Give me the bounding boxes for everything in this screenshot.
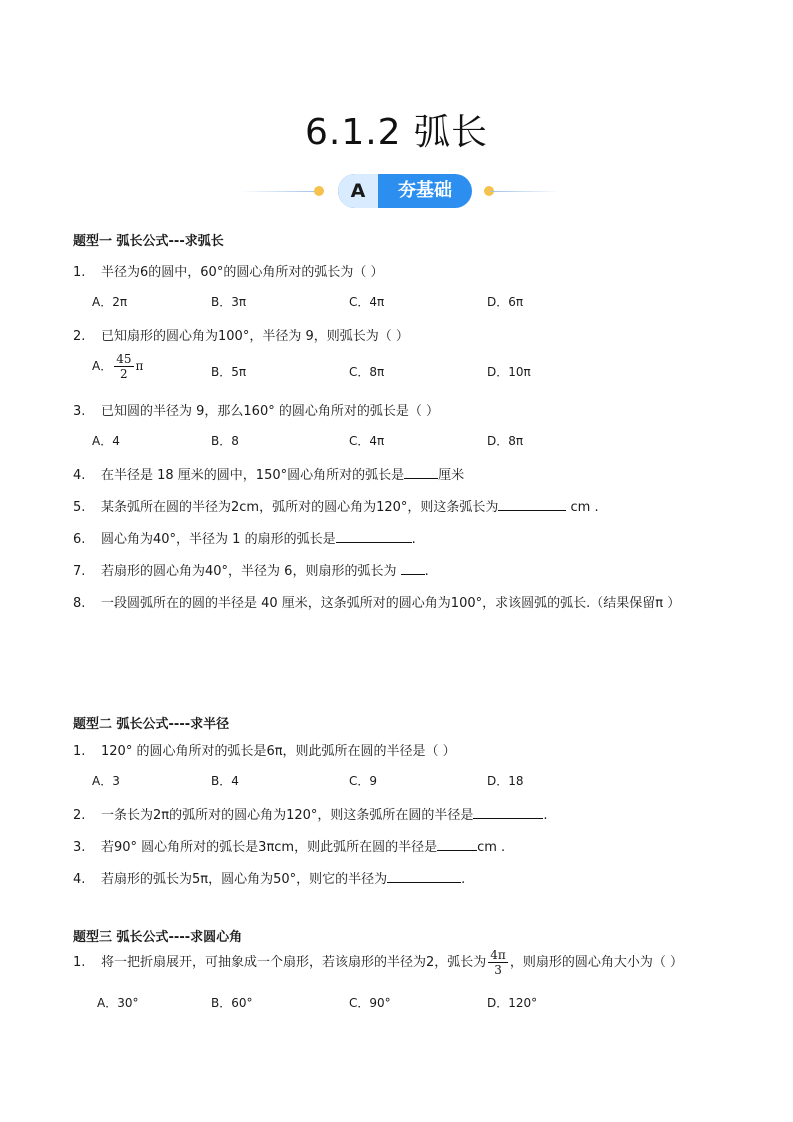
question-2-1	[73, 740, 456, 759]
answer-blank[interactable]	[404, 466, 438, 479]
question-text-end: 厘米	[438, 468, 465, 483]
option-d: D．10π	[487, 365, 531, 379]
question-1-2	[73, 325, 409, 344]
option-a-suffix: π	[135, 359, 144, 373]
option-b: B．8	[211, 434, 239, 448]
question-text: 若扇形的圆心角为40°，半径为 6，则扇形的弧长为	[101, 564, 401, 579]
fraction-denominator: 2	[120, 367, 128, 381]
question-text-end: cm .	[566, 500, 599, 515]
question-1-8	[73, 592, 680, 611]
question-number: 6.	[73, 532, 86, 547]
question-number: 2.	[73, 808, 86, 823]
question-number: 8.	[73, 596, 86, 611]
question-text: 将一把折扇展开，可抽象成一个扇形，若该扇形的半径为2，弧长为	[101, 955, 487, 970]
question-text-end: .	[411, 532, 416, 547]
option-a: A．4	[92, 434, 120, 448]
answer-blank[interactable]	[387, 870, 461, 883]
fraction-denominator: 3	[494, 963, 502, 977]
option-a: A．30°	[97, 996, 139, 1010]
question-number: 1.	[73, 955, 86, 970]
question-1-1	[73, 261, 383, 280]
section-heading-3: 题型三 弧长公式----求圆心角	[73, 930, 243, 945]
option-a	[92, 352, 143, 381]
option-b: B．5π	[211, 365, 247, 379]
question-text: 半径为6的圆中，60°的圆心角所对的弧长为（ ）	[101, 265, 384, 280]
option-b: B．4	[211, 774, 239, 788]
question-number: 1.	[73, 265, 86, 280]
banner-line-left	[240, 191, 320, 192]
option-c: C．8π	[349, 365, 385, 379]
question-text-end: .	[461, 872, 466, 887]
question-text-end: .	[424, 564, 429, 579]
banner-dot-left	[314, 186, 324, 196]
question-number: 2.	[73, 329, 86, 344]
question-text: 某条弧所在圆的半径为2cm，弧所对的圆心角为120°，则这条弧长为	[101, 500, 499, 515]
section-heading-2: 题型二 弧长公式----求半径	[73, 717, 230, 732]
question-3-1	[73, 948, 683, 977]
question-number: 4.	[73, 468, 86, 483]
question-number: 7.	[73, 564, 86, 579]
question-text-end: .	[543, 808, 548, 823]
option-d: D．8π	[487, 434, 524, 448]
question-1-4	[73, 464, 464, 483]
question-text: 若扇形的弧长为5π，圆心角为50°，则它的半径为	[101, 872, 388, 887]
question-text: 一条长为2π的弧所对的圆心角为120°，则这条弧所在圆的半径是	[101, 808, 474, 823]
question-2-4	[73, 868, 465, 887]
question-text: 已知扇形的圆心角为100°，半径为 9，则弧长为（ ）	[101, 329, 409, 344]
answer-blank[interactable]	[473, 806, 543, 819]
answer-blank[interactable]	[498, 498, 566, 511]
option-c: C．4π	[349, 295, 385, 309]
banner-letter: A	[338, 174, 378, 208]
question-text: 在半径是 18 厘米的圆中，150°圆心角所对的弧长是	[101, 468, 405, 483]
option-a-prefix: A．	[92, 359, 113, 373]
banner-line-right	[490, 191, 560, 192]
question-text: 圆心角为40°，半径为 1 的扇形的弧长是	[101, 532, 336, 547]
question-text: 120° 的圆心角所对的弧长是6π，则此弧所在圆的半径是（ ）	[101, 744, 456, 759]
banner-badge	[338, 174, 472, 208]
question-text: 若90° 圆心角所对的弧长是3πcm，则此弧所在圆的半径是	[101, 840, 438, 855]
option-b: B．60°	[211, 996, 253, 1010]
option-c: C．9	[349, 774, 378, 788]
section-heading-1: 题型一 弧长公式---求弧长	[73, 234, 224, 249]
fraction	[488, 948, 508, 977]
question-number: 3.	[73, 404, 86, 419]
question-text: 一段圆弧所在的圆的半径是 40 厘米，这条弧所对的圆心角为100°，求该圆弧的弧长.（结果保留π ）	[101, 596, 681, 611]
fraction-numerator: 4π	[490, 948, 506, 962]
option-a: A．2π	[92, 295, 128, 309]
option-d: D．120°	[487, 996, 538, 1010]
question-text-end: cm .	[477, 840, 506, 855]
question-number: 4.	[73, 872, 86, 887]
section-banner	[240, 172, 560, 210]
answer-blank[interactable]	[437, 838, 477, 851]
option-b: B．3π	[211, 295, 247, 309]
option-c: C．90°	[349, 996, 391, 1010]
option-d: D．6π	[487, 295, 524, 309]
option-a: A．3	[92, 774, 120, 788]
answer-blank[interactable]	[401, 562, 425, 575]
question-number: 5.	[73, 500, 86, 515]
fraction-numerator: 45	[116, 352, 132, 366]
question-number: 1.	[73, 744, 86, 759]
answer-blank[interactable]	[336, 530, 412, 543]
question-2-2	[73, 804, 548, 823]
question-text-end: ，则扇形的圆心角大小为（ ）	[509, 955, 683, 970]
option-c: C．4π	[349, 434, 385, 448]
banner-text: 夯基础	[398, 180, 452, 201]
question-number: 3.	[73, 840, 86, 855]
option-d: D．18	[487, 774, 524, 788]
question-2-3	[73, 836, 505, 855]
question-1-6	[73, 528, 416, 547]
page-title: 6.1.2 弧长	[304, 112, 489, 153]
question-1-5	[73, 496, 599, 515]
question-1-3	[73, 400, 439, 419]
question-text: 已知圆的半径为 9，那么160° 的圆心角所对的弧长是（ ）	[101, 404, 439, 419]
fraction	[114, 352, 133, 381]
question-1-7	[73, 560, 429, 579]
